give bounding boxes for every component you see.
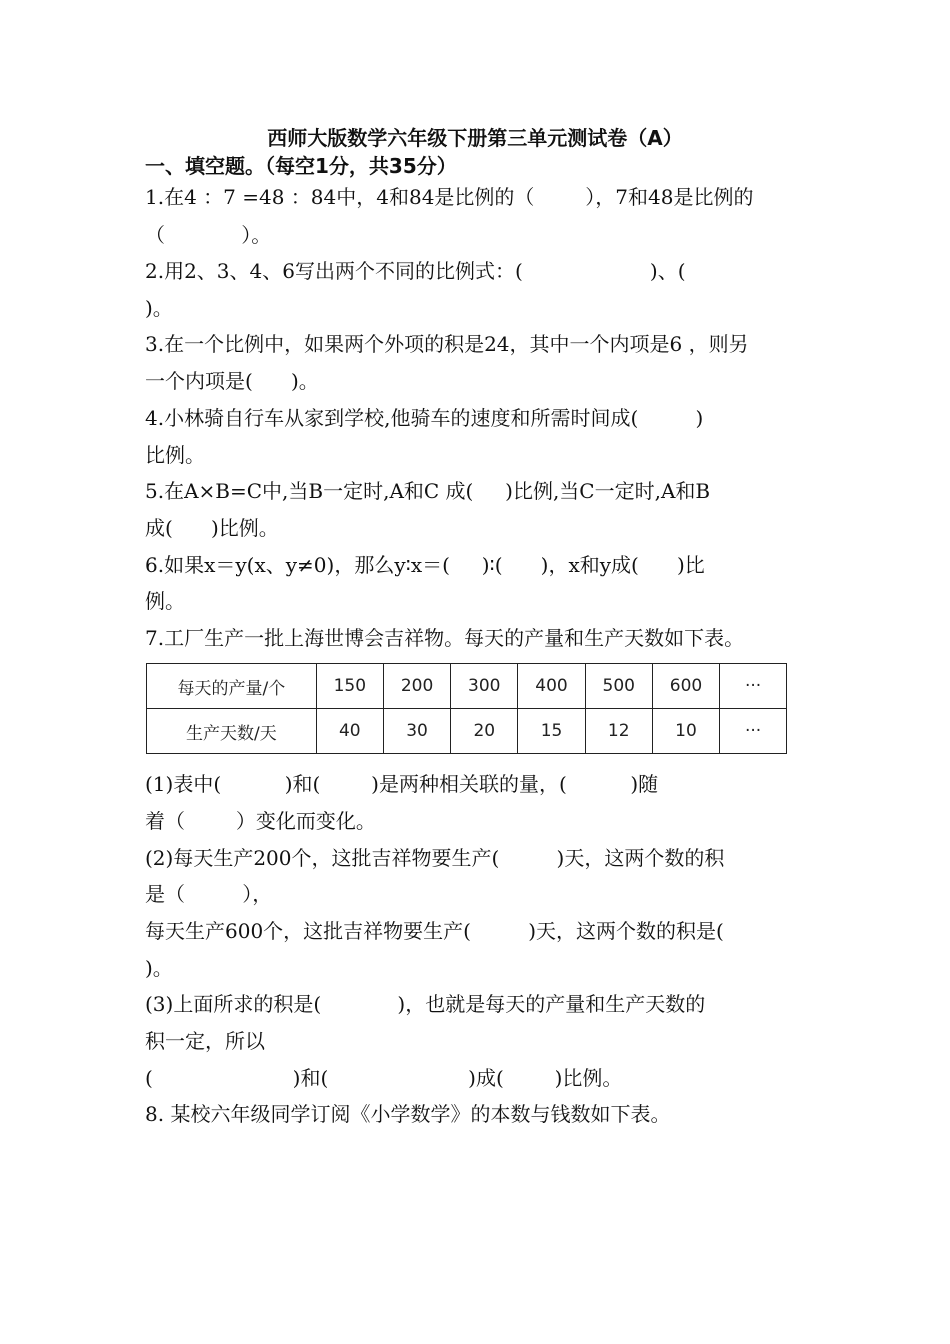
question-line: 每天生产600个，这批吉祥物要生产( )天，这两个数的积是( [145, 919, 724, 943]
question-line: 4.小林骑自行车从家到学校,他骑车的速度和所需时间成( ) [145, 406, 704, 430]
production-table [146, 663, 787, 754]
question-line: 比例。 [145, 443, 205, 467]
table-cell: ··· [720, 709, 787, 754]
table-cell: 400 [518, 664, 585, 709]
section-heading: 一、填空题。（每空1分，共35分） [145, 154, 457, 178]
question-line: )。 [145, 956, 173, 980]
question-line: 3.在一个比例中，如果两个外项的积是24，其中一个内项是6 ，则另 [145, 332, 749, 356]
question-line: 2.用2、3、4、6写出两个不同的比例式：( )、( [145, 259, 686, 283]
question-line: 是（ ）， [145, 882, 273, 906]
question-line: 8. 某校六年级同学订阅《小学数学》的本数与钱数如下表。 [145, 1102, 671, 1126]
question-line: 成( )比例。 [145, 516, 279, 540]
question-line: 例。 [145, 589, 185, 613]
question-line: （ ）。 [145, 223, 272, 247]
table-row [147, 664, 787, 709]
table-cell: 15 [518, 709, 585, 754]
table-row-label: 生产天数/天 [147, 709, 317, 754]
question-line: 5.在A×B=C中,当B一定时,A和C 成( )比例,当C一定时,A和B [145, 479, 711, 503]
table-cell: 40 [316, 709, 383, 754]
table-cell: 150 [316, 664, 383, 709]
table-cell: 10 [652, 709, 719, 754]
question-line: 积一定，所以 [145, 1029, 265, 1053]
table-cell: 200 [383, 664, 450, 709]
table-cell: 500 [585, 664, 652, 709]
question-line: 1.在4 ：7 =48 ：84中，4和84是比例的（ ），7和48是比例的 [145, 185, 754, 209]
table-cell: ··· [720, 664, 787, 709]
question-line: (1)表中( )和( )是两种相关联的量，( )随 [145, 772, 659, 796]
question-line: 6.如果x＝y(x、y≠0)，那么y∶x＝( )∶( )，x和y成( )比 [145, 553, 705, 577]
table-row-label: 每天的产量/个 [147, 664, 317, 709]
question-line: (3)上面所求的积是( )，也就是每天的产量和生产天数的 [145, 992, 706, 1016]
table-cell: 30 [383, 709, 450, 754]
question-line: 7.工厂生产一批上海世博会吉祥物。每天的产量和生产天数如下表。 [145, 626, 745, 650]
table-cell: 600 [652, 664, 719, 709]
table-row [147, 709, 787, 754]
table-cell: 20 [451, 709, 518, 754]
question-line: 着（ ）变化而变化。 [145, 809, 376, 833]
table-cell: 300 [451, 664, 518, 709]
page-title: 西师大版数学六年级下册第三单元测试卷（A） [267, 126, 683, 150]
table-cell: 12 [585, 709, 652, 754]
question-line: )。 [145, 296, 173, 320]
question-line: (2)每天生产200个，这批吉祥物要生产( )天，这两个数的积 [145, 846, 725, 870]
question-line: 一个内项是( )。 [145, 369, 319, 393]
question-line: ( )和( )成( )比例。 [145, 1066, 623, 1090]
